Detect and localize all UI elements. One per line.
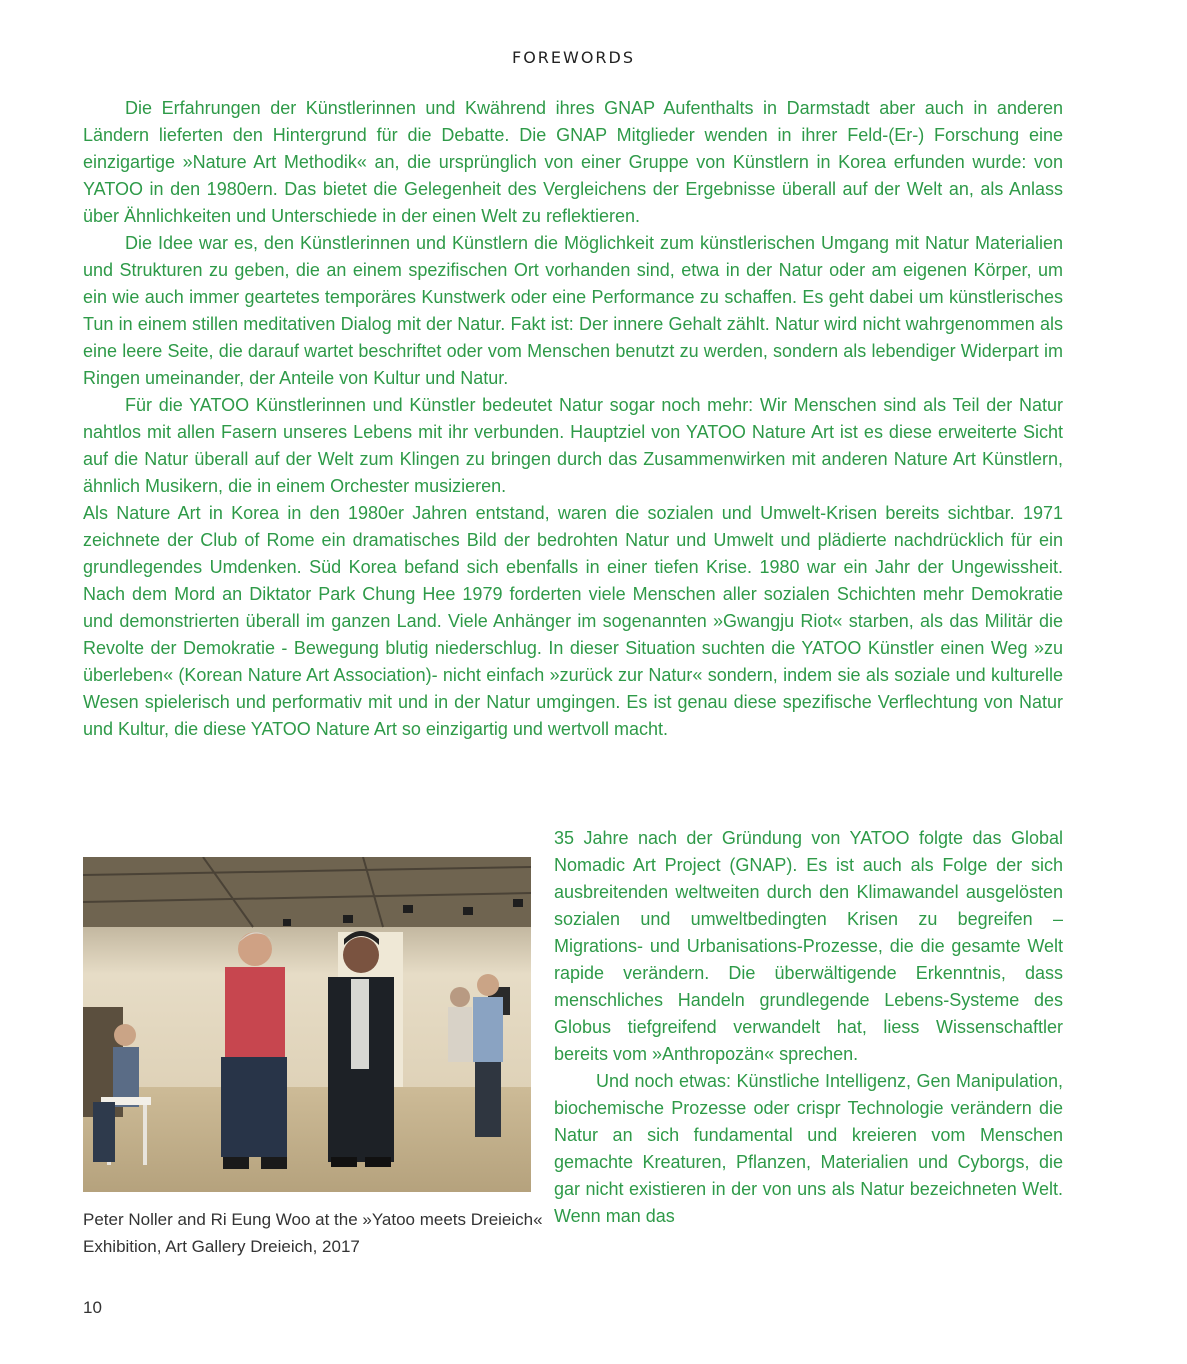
section-header: FOREWORDS	[511, 48, 636, 67]
paragraph-1: Die Erfahrungen der Künstlerinnen und Kwährend ihres GNAP Aufenthalts in Darmstadt aber auch in anderen Ländern lieferten den Hintergrund für die Debatte. Die GNAP Mitglieder wenden in ihrer Feld-(Er-) Forschung eine einzigartige »Nature Art Methodik« an, die ursprünglich von einer Gruppe von Künstlern in Korea erfunden wurde: von YATOO in den 1980ern. Das bietet die Gelegenheit des Vergleichens der Ergebnisse überall auf der Welt an, als Anlass über Ähnlichkeiten und Unterschiede in der einen Welt zu reflektieren.	[83, 98, 1063, 226]
paragraph-2: Die Idee war es, den Künstlerinnen und Künstlern die Möglichkeit zum künstlerischen Umgang mit Natur Materialien und Strukturen zu geben, die an einem spezifischen Ort vorhanden sind, etwa in der Natur oder am eigenen Körper, um ein wie auch immer geartetes temporäres Kunstwerk oder eine Performance zu schaffen. Es geht dabei um künstlerisches Tun in einem stillen meditativen Dialog mit der Natur. Fakt ist: Der innere Gehalt zählt. Natur wird nicht wahrgenommen als eine leere Seite, die darauf wartet beschriftet oder vom Menschen benutzt zu werden, sondern als lebendiger Widerpart im Ringen umeinander, der Anteile von Kultur und Natur.	[83, 233, 1063, 388]
photo-caption: Peter Noller and Ri Eung Woo at the »Yatoo meets Dreieich« Exhibition, Art Gallery Dreieich, 2017	[83, 1210, 543, 1256]
page-number: 10	[83, 1298, 102, 1317]
right-paragraph-2: Und noch etwas: Künstliche Intelligenz, Gen Manipulation, biochemische Prozesse oder crispr Technologie verändern die Natur an sich fundamental und kreieren vom Menschen gemachte Kreaturen, Pflanzen, Materialien und Cyborgs, die gar nicht existieren in der von uns als Natur bezeichneten Welt. Wenn man das	[554, 1071, 1063, 1226]
main-text-block	[83, 95, 1063, 743]
paragraph-3: Für die YATOO Künstlerinnen und Künstler bedeutet Natur sogar noch mehr: Wir Menschen sind als Teil der Natur nahtlos mit allen Fasern unseres Lebens mit ihr verbunden. Hauptziel von YATOO Nature Art ist es diese erweiterte Sicht auf die Natur überall auf der Welt zum Klingen zu bringen durch das Zusammenwirken mit anderen Nature Art Künstlern, ähnlich Musikern, die in einem Orchester musizieren.	[83, 395, 1063, 496]
exhibition-photo	[83, 857, 531, 1192]
right-paragraph-1: 35 Jahre nach der Gründung von YATOO folgte das Global Nomadic Art Project (GNAP). Es ist auch als Folge der sich ausbreitenden weltweiten durch den Klimawandel ausgelösten sozialen und umweltbedingten Krisen zu begreifen – Migrations- und Urbanisations-Prozesse, die die gesamte Welt rapide verändern. Die überwältigende Erkenntnis, dass menschliches Handeln grundlegende Lebens-Systeme des Globus tiefgreifend verwandelt hat, liess Wissenschaftler bereits vom »Anthropozän« sprechen.	[554, 828, 1063, 1064]
paragraph-4: Als Nature Art in Korea in den 1980er Jahren entstand, waren die sozialen und Umwelt-Krisen bereits sichtbar. 1971 zeichnete der Club of Rome ein dramatisches Bild der bedrohten Natur und Umwelt und plädierte nachdrücklich für ein grundlegendes Umdenken. Süd Korea befand sich ebenfalls in einer tiefen Krise. 1980 war ein Jahr der Ungewissheit. Nach dem Mord an Diktator Park Chung Hee 1979 forderten viele Menschen aller sozialen Schichten mehr Demokratie und demonstrierten überall im ganzen Land. Viele Anhänger im sogenannten »Gwangju Riot« starben, als das Militär die Revolte der Demokratie - Bewegung blutig niederschlug. In dieser Situation suchten die YATOO Künstler einen Weg »zu überleben« (Korean Nature Art Association)- nicht einfach »zurück zur Natur« sondern, indem sie als soziale und kulturelle Wesen spielerisch und performativ mit und in der Natur umgingen. Es ist genau diese spezifische Verflechtung von Natur und Kultur, die diese YATOO Nature Art so einzigartig und wertvoll macht.	[83, 503, 1063, 739]
right-text-column	[554, 825, 1063, 1230]
